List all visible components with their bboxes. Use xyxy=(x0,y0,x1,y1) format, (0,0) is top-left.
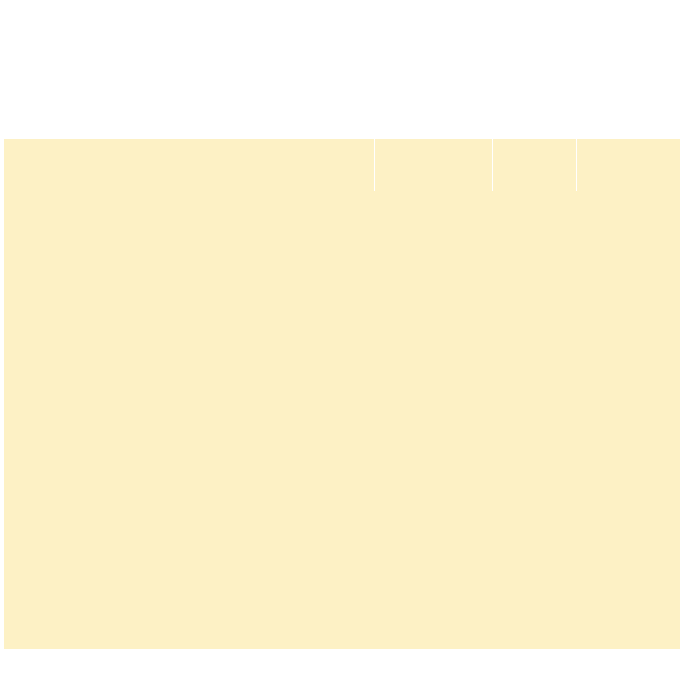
table-header xyxy=(4,139,680,191)
day-cards-strip xyxy=(4,4,684,137)
forecast-table xyxy=(4,139,680,649)
